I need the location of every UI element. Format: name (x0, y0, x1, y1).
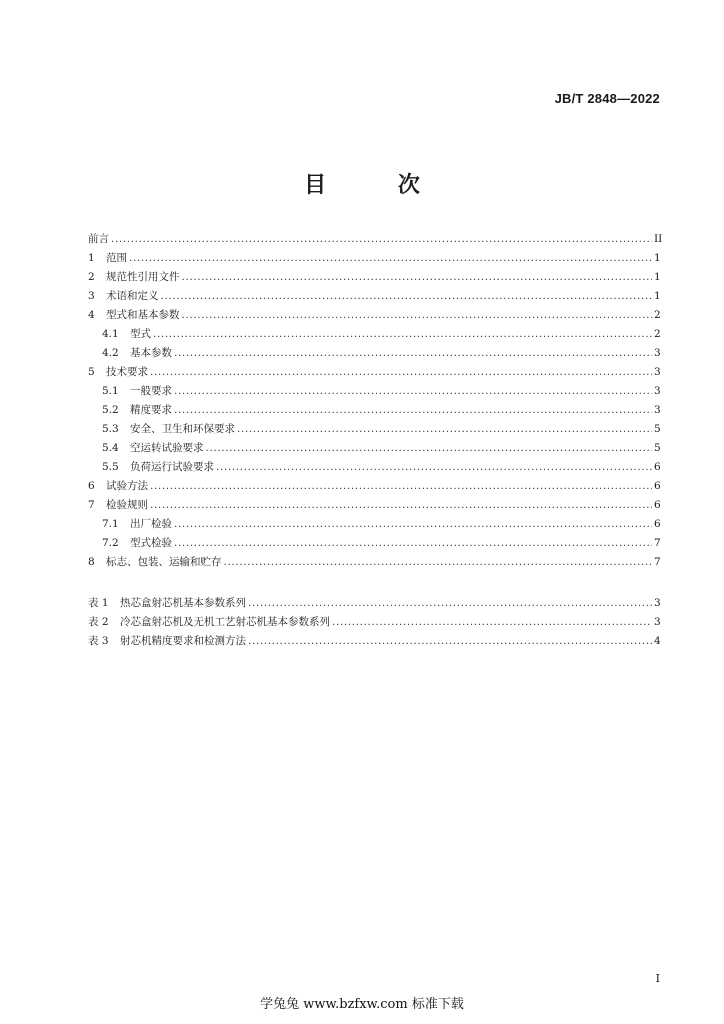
toc-entry-label: 型式检验 (130, 537, 172, 549)
toc-entry-label: 前言 (88, 233, 109, 245)
toc-entry-number: 7.1 (102, 518, 119, 530)
toc-entry-page: 6 (654, 480, 661, 492)
toc-entry-label: 术语和定义 (106, 290, 159, 302)
toc-entry-number: 4.2 (102, 347, 119, 359)
toc-entry-label: 范围 (106, 252, 127, 264)
leader-dots (174, 382, 652, 401)
toc-entry-page: 7 (654, 537, 661, 549)
table-index-list (88, 594, 660, 651)
leader-dots (129, 249, 652, 268)
toc-entry-number: 7.2 (102, 537, 119, 549)
table-index-number: 表 1 (88, 597, 109, 609)
leader-dots (150, 496, 652, 515)
leader-dots (182, 306, 653, 325)
leader-dots (182, 268, 653, 287)
toc-entry-number: 5.1 (102, 385, 119, 397)
leader-dots (248, 594, 652, 613)
leader-dots (111, 230, 652, 249)
toc-entry[interactable] (88, 553, 660, 572)
toc-entry-page: 6 (654, 518, 661, 530)
toc-entry-number: 5.3 (102, 423, 119, 435)
toc-entry[interactable] (88, 363, 660, 382)
toc-entry-number: 8 (88, 556, 95, 568)
toc-entry-page: 2 (654, 309, 661, 321)
toc-entry-label: 空运转试验要求 (130, 442, 204, 454)
leader-dots (206, 439, 653, 458)
table-index-page: 3 (654, 597, 661, 609)
leader-dots (174, 534, 652, 553)
toc-entry-page: 3 (654, 404, 661, 416)
toc-entry-page: 7 (654, 556, 661, 568)
toc-entry-number: 4.1 (102, 328, 119, 340)
toc-entry-page: 6 (654, 461, 661, 473)
toc-entry-page: 1 (654, 290, 661, 302)
toc-title: 目 次 (304, 172, 452, 198)
leader-dots (237, 420, 652, 439)
leader-dots (150, 363, 652, 382)
table-index-number: 表 3 (88, 635, 109, 647)
toc-entry-label: 规范性引用文件 (106, 271, 180, 283)
toc-entry-number: 5.5 (102, 461, 119, 473)
toc-entry[interactable] (88, 515, 660, 534)
toc-entry-label: 基本参数 (130, 347, 172, 359)
watermark-text: 学兔兔 www.bzfxw.com 标准下载 (260, 997, 464, 1012)
toc-entry-page: 5 (654, 442, 661, 454)
toc-entry-label: 安全、卫生和环保要求 (130, 423, 235, 435)
standard-code: JB/T 2848—2022 (554, 91, 660, 106)
toc-entry-number: 1 (88, 252, 95, 264)
table-index-entry[interactable] (88, 594, 660, 613)
toc-entry[interactable] (88, 344, 660, 363)
toc-list (88, 230, 663, 572)
toc-entry[interactable] (88, 496, 660, 515)
toc-entry-number: 7 (88, 499, 95, 511)
toc-entry-page: 1 (654, 271, 661, 283)
leader-dots (150, 477, 652, 496)
toc-entry-page: 5 (654, 423, 661, 435)
table-index-label: 射芯机精度要求和检测方法 (120, 635, 246, 647)
toc-entry-label: 型式和基本参数 (106, 309, 180, 321)
table-index-number: 表 2 (88, 616, 109, 628)
toc-entry-page: 1 (654, 252, 661, 264)
leader-dots (161, 287, 653, 306)
leader-dots (174, 515, 652, 534)
leader-dots (216, 458, 652, 477)
toc-entry-page: 3 (654, 347, 661, 359)
toc-entry-label: 检验规则 (106, 499, 148, 511)
toc-entry[interactable] (88, 306, 660, 325)
page-number: I (655, 972, 660, 985)
toc-entry[interactable] (88, 230, 663, 249)
toc-entry-number: 6 (88, 480, 95, 492)
toc-entry[interactable] (88, 439, 660, 458)
toc-entry-label: 负荷运行试验要求 (130, 461, 214, 473)
toc-entry-number: 5 (88, 366, 95, 378)
leader-dots (174, 344, 652, 363)
toc-entry[interactable] (88, 325, 660, 344)
toc-entry-label: 试验方法 (106, 480, 148, 492)
toc-entry-label: 标志、包装、运输和贮存 (106, 556, 222, 568)
toc-entry-label: 出厂检验 (130, 518, 172, 530)
table-index-page: 3 (654, 616, 661, 628)
leader-dots (332, 613, 652, 632)
toc-entry-number: 3 (88, 290, 95, 302)
toc-entry-page: II (654, 233, 663, 245)
toc-entry[interactable] (88, 477, 660, 496)
toc-entry[interactable] (88, 401, 660, 420)
leader-dots (248, 632, 652, 651)
toc-entry-page: 2 (654, 328, 661, 340)
toc-entry-label: 技术要求 (106, 366, 148, 378)
table-index-label: 冷芯盒射芯机及无机工艺射芯机基本参数系列 (120, 616, 330, 628)
table-index-page: 4 (654, 635, 661, 647)
toc-entry[interactable] (88, 249, 660, 268)
toc-entry-page: 6 (654, 499, 661, 511)
leader-dots (174, 401, 652, 420)
toc-entry[interactable] (88, 458, 660, 477)
toc-entry[interactable] (88, 382, 660, 401)
toc-entry-number: 5.4 (102, 442, 119, 454)
leader-dots (153, 325, 652, 344)
toc-entry[interactable] (88, 287, 660, 306)
toc-entry-label: 一般要求 (130, 385, 172, 397)
toc-entry[interactable] (88, 420, 660, 439)
toc-entry-label: 精度要求 (130, 404, 172, 416)
toc-entry-number: 5.2 (102, 404, 119, 416)
toc-entry-number: 4 (88, 309, 95, 321)
toc-entry[interactable] (88, 268, 660, 287)
table-index-label: 热芯盒射芯机基本参数系列 (120, 597, 246, 609)
toc-entry-number: 2 (88, 271, 95, 283)
toc-entry-label: 型式 (130, 328, 151, 340)
table-index-entry[interactable] (88, 613, 660, 632)
table-index-entry[interactable] (88, 632, 660, 651)
leader-dots (224, 553, 653, 572)
toc-entry[interactable] (88, 534, 660, 553)
toc-entry-page: 3 (654, 385, 661, 397)
toc-entry-page: 3 (654, 366, 661, 378)
